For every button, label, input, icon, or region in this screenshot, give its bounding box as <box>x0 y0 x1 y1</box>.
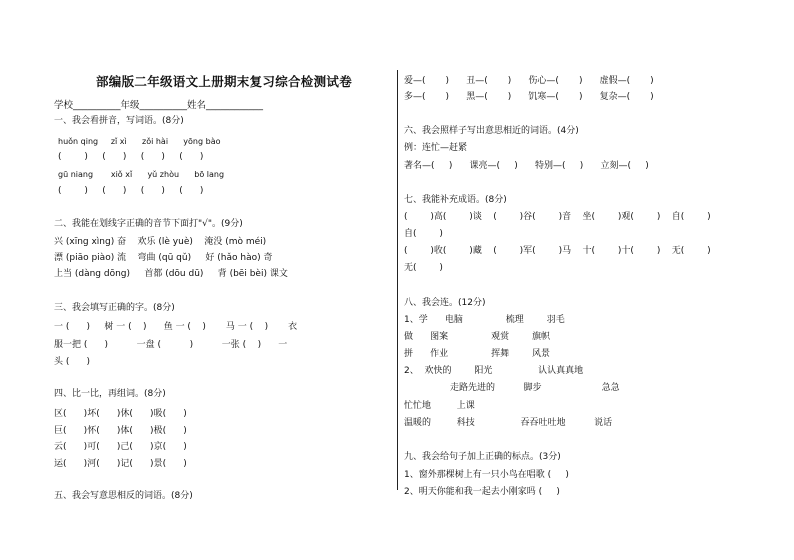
match-row-1[interactable]: 1、学 电脑 梳理 羽毛 <box>404 315 565 325</box>
section-4-title: 四、比一比，再组词。(8分) <box>54 389 166 399</box>
pinyin-row-2: gū niang xiǒ xǐ yǔ zhòu bō lang <box>58 170 225 179</box>
exam-title: 部编版二年级语文上册期末复习综合检测试卷 <box>96 74 353 89</box>
measure-word-row-1[interactable]: 一 ( ) 树 一 ( ) 鱼 一 ( ) 马 一 ( ) 衣 <box>54 322 298 332</box>
section-3-title: 三、我会填写正确的字。(8分) <box>54 303 175 313</box>
match-row-4[interactable]: 2、 欢快的 阳光 认认真真地 <box>404 366 584 376</box>
answer-blanks-row-2[interactable]: ( ) ( ) ( ) ( ) <box>58 186 204 196</box>
match-row-3[interactable]: 拼 作业 挥舞 风景 <box>404 349 550 359</box>
antonym-row-2[interactable]: 多—( ) 黑—( ) 饥寒—( ) 复杂—( ) <box>404 92 654 102</box>
section-7-title: 七、我能补充成语。(8分) <box>404 195 507 205</box>
section-1-title: 一、我会看拼音，写词语。(8分) <box>54 116 184 126</box>
section-6-title: 六、我会照样子写出意思相近的词语。(4分) <box>404 126 579 136</box>
match-row-7[interactable]: 温暖的 科技 吞吞吐吐地 说话 <box>404 418 613 428</box>
measure-word-row-3[interactable]: 头 ( ) <box>54 357 91 367</box>
punctuation-row-1[interactable]: 1、窗外那棵树上有一只小鸟在唱歌 ( ) <box>404 470 569 480</box>
idiom-row-1[interactable]: ( )高( )谈 ( )谷( )音 坐( )观( ) 自( ) <box>404 212 711 222</box>
compare-row-2[interactable]: 巨( )怀( )体( )极( ) <box>54 426 187 436</box>
match-row-5[interactable]: 走路先进的 脚步 急急 <box>450 383 620 393</box>
compare-row-4[interactable]: 运( )河( )记( )景( ) <box>54 459 187 469</box>
compare-row-1[interactable]: 区( )坏( )休( )吸( ) <box>54 409 187 419</box>
column-divider <box>397 70 398 490</box>
section-5-title: 五、我会写意思相反的词语。(8分) <box>54 491 193 501</box>
compare-row-3[interactable]: 云( )可( )己( )京( ) <box>54 442 187 452</box>
idiom-row-2[interactable]: 自( ) <box>404 229 443 239</box>
antonym-row-1[interactable]: 爱—( ) 丑—( ) 伤心—( ) 虚假—( ) <box>404 76 654 86</box>
pronunciation-row-2[interactable]: 漂 (piāo piào) 流 弯曲 (qū qǔ) 好 (hǎo hào) 奇 <box>54 253 273 263</box>
section-8-title: 八、我会连。(12分) <box>404 298 486 308</box>
answer-blanks-row-1[interactable]: ( ) ( ) ( ) ( ) <box>58 152 204 162</box>
section-2-title: 二、我能在划线字正确的音节下面打"√"。(9分) <box>54 219 243 229</box>
synonym-example: 例：连忙—赶紧 <box>404 143 468 153</box>
pronunciation-row-3[interactable]: 上当 (dàng dōng) 首都 (dōu dū) 背 (bēi bèi) 课文 <box>54 269 288 279</box>
pronunciation-row-1[interactable]: 兴 (xīng xìng) 奋 欢乐 (lè yuè) 淹没 (mò méi) <box>54 237 267 247</box>
match-row-6[interactable]: 忙忙地 上课 <box>404 401 475 411</box>
idiom-row-4[interactable]: 无( ) <box>404 263 443 273</box>
match-row-2[interactable]: 做 图案 观赏 旗帜 <box>404 332 550 342</box>
punctuation-row-2[interactable]: 2、明天你能和我一起去小刚家吗 ( ) <box>404 487 560 497</box>
pinyin-row-1: huǒn qing zǐ xì zǒi hài yōng bào <box>58 137 221 146</box>
synonym-row-1[interactable]: 著名—( ) 课亮—( ) 特别—( ) 立刻—( ) <box>404 161 649 171</box>
student-info-line: 学校__________年级__________姓名____________ <box>54 100 264 111</box>
idiom-row-3[interactable]: ( )收( )藏 ( )军( )马 十( )十( ) 无( ) <box>404 246 711 256</box>
section-9-title: 九、我会给句子加上正确的标点。(3分) <box>404 452 561 462</box>
measure-word-row-2[interactable]: 服一把 ( ) 一盘 ( ) 一张 ( ) 一 <box>54 340 288 350</box>
